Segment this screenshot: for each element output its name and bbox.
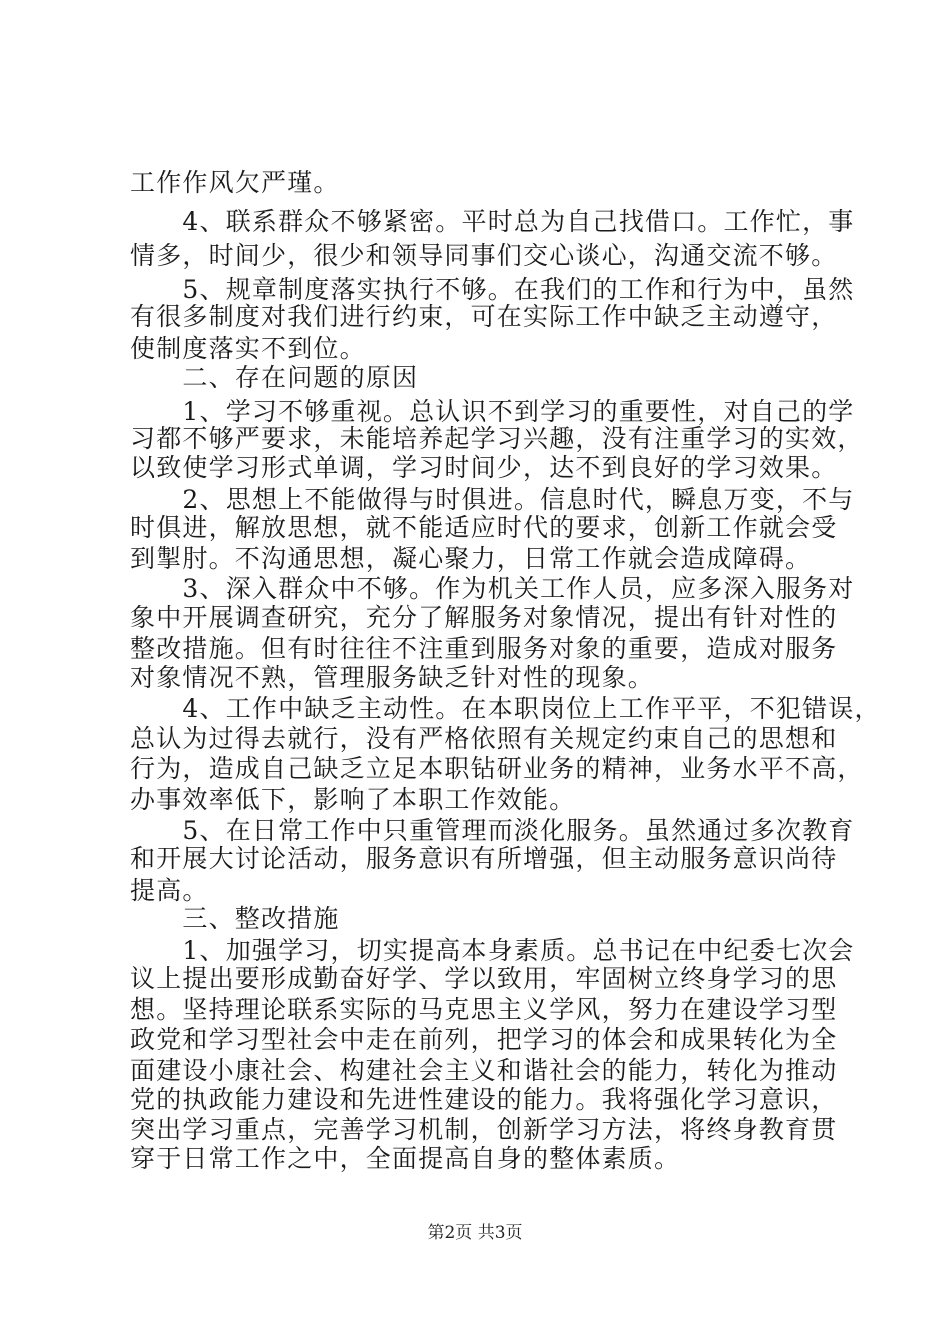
- page-number-footer: 第2页 共3页: [427, 1223, 523, 1243]
- text-line: 政党和学习型社会中走在前列，把学习的体会和成果转化为全: [130, 1025, 838, 1054]
- text-line: 使制度落实不到位。: [130, 334, 366, 363]
- text-line: 提高。: [130, 876, 209, 905]
- text-line: 工作作风欠严瑾。: [130, 168, 340, 197]
- text-line: 情多，时间少，很少和领导同事们交心谈心，沟通交流不够。: [130, 241, 838, 270]
- text-line: 对象情况不熟，管理服务缺乏针对性的现象。: [130, 663, 655, 692]
- text-line: 以致使学习形式单调，学习时间少，达不到良好的学习效果。: [130, 453, 838, 482]
- text-line: 象中开展调查研究，充分了解服务对象情况，提出有针对性的: [130, 603, 838, 632]
- text-line: 想。坚持理论联系实际的马克思主义学风，努力在建设学习型: [130, 995, 838, 1024]
- text-line: 习都不够严要求，未能培养起学习兴趣，没有注重学习的实效，: [130, 424, 864, 453]
- section-heading: 二、存在问题的原因: [130, 363, 419, 392]
- text-line: 党的执政能力建设和先进性建设的能力。我将强化学习意识，: [130, 1085, 838, 1114]
- section-heading: 三、整改措施: [130, 904, 340, 933]
- text-line: 3、深入群众中不够。作为机关工作人员，应多深入服务对: [130, 574, 855, 603]
- text-line: 议上提出要形成勤奋好学、学以致用，牢固树立终身学习的思: [130, 964, 838, 993]
- text-line: 面建设小康社会、构建社会主义和谐社会的能力，转化为推动: [130, 1056, 838, 1085]
- text-line: 和开展大讨论活动，服务意识有所增强，但主动服务意识尚待: [130, 844, 838, 873]
- text-line: 时俱进，解放思想，就不能适应时代的要求，创新工作就会受: [130, 513, 838, 542]
- text-line: 4、联系群众不够紧密。平时总为自己找借口。工作忙，事: [130, 207, 855, 236]
- text-line: 行为，造成自己缺乏立足本职钻研业务的精神，业务水平不高，: [130, 754, 864, 783]
- text-line: 5、在日常工作中只重管理而淡化服务。虽然通过多次教育: [130, 816, 855, 845]
- text-line: 4、工作中缺乏主动性。在本职岗位上工作平平，不犯错误，: [130, 694, 881, 723]
- text-line: 1、学习不够重视。总认识不到学习的重要性，对自己的学: [130, 397, 855, 426]
- text-line: 突出学习重点，完善学习机制，创新学习方法，将终身教育贯: [130, 1115, 838, 1144]
- text-line: 有很多制度对我们进行约束，可在实际工作中缺乏主动遵守，: [130, 302, 838, 331]
- text-line: 5、规章制度落实执行不够。在我们的工作和行为中，虽然: [130, 275, 855, 304]
- text-line: 1、加强学习，切实提高本身素质。总书记在中纪委七次会: [130, 936, 855, 965]
- text-line: 总认为过得去就行，没有严格依照有关规定约束自己的思想和: [130, 724, 838, 753]
- text-line: 到掣肘。不沟通思想，凝心聚力，日常工作就会造成障碍。: [130, 544, 812, 573]
- text-line: 穿于日常工作之中，全面提高自身的整体素质。: [130, 1144, 681, 1173]
- text-line: 办事效率低下，影响了本职工作效能。: [130, 785, 576, 814]
- text-line: 整改措施。但有时往往不注重到服务对象的重要，造成对服务: [130, 634, 838, 663]
- text-line: 2、思想上不能做得与时俱进。信息时代，瞬息万变，不与: [130, 485, 855, 514]
